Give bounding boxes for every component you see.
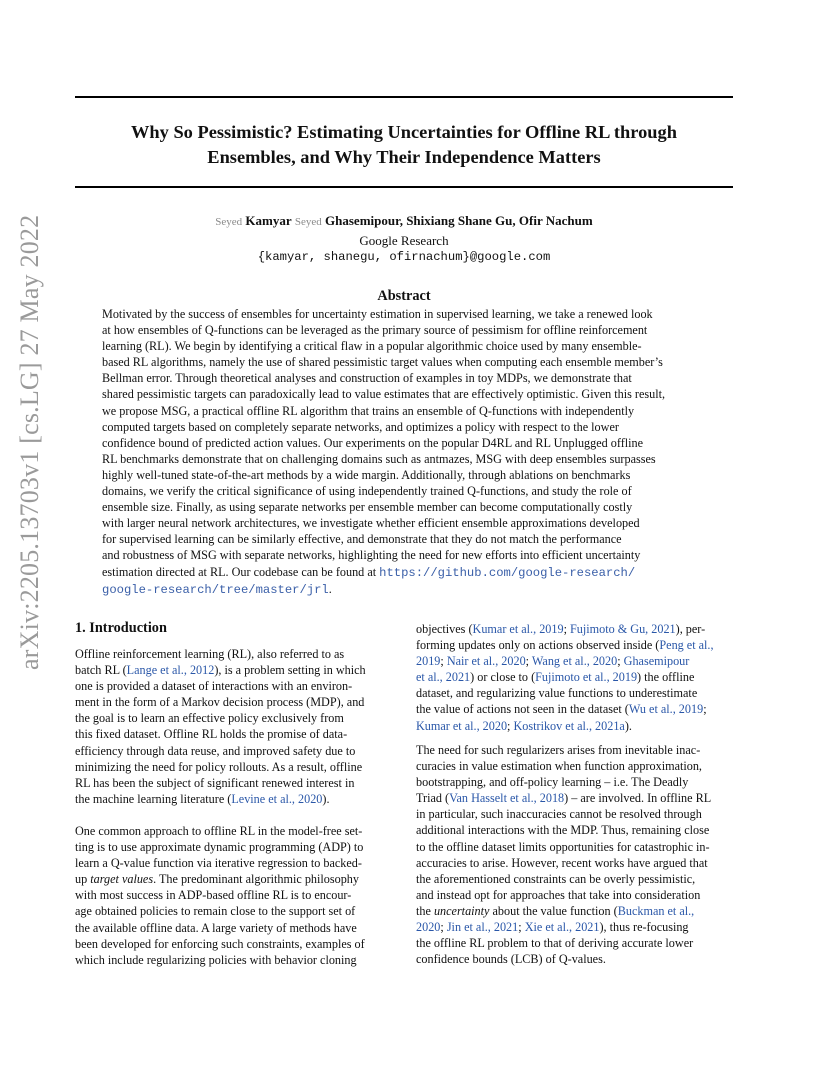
- text-line: learn a Q-value function via iterative regression to backed-: [75, 856, 362, 871]
- abstract-heading: Abstract: [377, 288, 431, 304]
- citation-link[interactable]: Wang et al., 2020: [531, 654, 618, 669]
- citation-link[interactable]: Kumar et al., 2019: [472, 622, 564, 636]
- codebase-link-continued[interactable]: google-research/tree/master/jrl: [102, 582, 329, 597]
- text-line: dataset, and regularizing value functions to underestimate: [416, 686, 698, 701]
- text-line: been developed for enforcing such constraints, examples of: [75, 936, 365, 951]
- text-line: [416, 790, 738, 806]
- text-line: [416, 919, 738, 935]
- text-run: ;: [440, 920, 447, 935]
- text-line: [416, 621, 738, 637]
- text-line: confidence bounds (LCB) of Q-values.: [416, 952, 606, 967]
- abstract-line: based RL algorithms, namely the use of shared pessimistic target values when computing each ensemble member’s: [102, 355, 663, 370]
- intro-paragraph-1: [75, 646, 395, 807]
- text-run: ), per-: [675, 622, 706, 636]
- emphasis: uncertainty: [433, 903, 490, 918]
- text-run: forming updates only on actions observed inside (: [416, 638, 660, 653]
- author-prefix: Seyed: [215, 216, 243, 228]
- abstract-body: [102, 306, 710, 598]
- text-line: which include regularizing policies with behavior cloning: [75, 952, 357, 967]
- intro-paragraph-3: [416, 742, 738, 967]
- text-line: One common approach to offline RL in the model-free set-: [75, 824, 363, 838]
- abstract-end: .: [328, 581, 332, 596]
- text-run: ), thus re-focusing: [599, 920, 689, 935]
- text-run: ) – are involved. In offline RL: [564, 791, 712, 806]
- author-name: Kamyar: [245, 213, 292, 228]
- citation-link[interactable]: Wu et al., 2019: [628, 702, 704, 717]
- text-line: [416, 653, 738, 669]
- text-line: the goal is to learn an effective policy exclusively from: [75, 711, 344, 726]
- citation-link[interactable]: Kostrikov et al., 2021a: [513, 718, 625, 733]
- abstract-line: with larger neural network architectures, we investigate whether efficient ensemble approximations developed: [102, 516, 640, 531]
- text-line: to the offline dataset limits opportunities for catastrophic in-: [416, 839, 710, 854]
- text-line: [75, 662, 395, 678]
- intro-paragraph-continued: [416, 621, 738, 734]
- citation-link[interactable]: Fujimoto et al., 2019: [535, 670, 638, 685]
- text-run: ).: [322, 791, 330, 806]
- title-line: Ensembles, and Why Their Independence Matters: [207, 147, 601, 167]
- text-run: the: [416, 903, 434, 918]
- abstract-line: [102, 564, 710, 581]
- citation-link[interactable]: Peng et al.,: [659, 638, 714, 653]
- title-line: Why So Pessimistic? Estimating Uncertainties for Offline RL through: [131, 122, 677, 142]
- text-line: the offline RL problem to that of deriving accurate lower: [416, 936, 694, 951]
- text-line: this fixed dataset. Offline RL holds the promise of data-: [75, 727, 348, 742]
- abstract-line: we propose MSG, a practical offline RL algorithm that trains an ensemble of Q-functions with independently: [102, 403, 635, 418]
- text-run: . The predominant algorithmic philosophy: [153, 872, 359, 887]
- text-line: [416, 718, 738, 734]
- text-line: in particular, such inaccuracies cannot be resolved through: [416, 807, 702, 822]
- abstract-line: RL benchmarks demonstrate that on challenging domains such as antmazes, MSG with deep ensembles surpasses: [102, 451, 656, 466]
- text-run: up: [75, 872, 91, 887]
- citation-link[interactable]: Buckman et al.,: [617, 903, 695, 918]
- text-line: [416, 701, 738, 717]
- text-run: ).: [624, 718, 632, 733]
- citation-link[interactable]: Lange et al., 2012: [126, 663, 215, 678]
- abstract-line: ensemble size. Finally, as using separate networks per ensemble member can become computationally costly: [102, 500, 633, 515]
- text-run: batch RL (: [75, 663, 127, 678]
- emphasis: target values: [90, 872, 154, 887]
- abstract-line: and robustness of MSG with separate networks, highlighting the need for new efforts into efficient uncertainty: [102, 548, 641, 563]
- abstract-line: computed targets based on completely separate networks, and optimizes a policy with respect to the lower: [102, 419, 619, 434]
- author-prefix: Seyed: [294, 216, 322, 228]
- codebase-link[interactable]: https://github.com/google-research/: [379, 565, 636, 580]
- abstract-line: confidence bound of predicted action values. Our experiments on the popular D4RL and RL Unplugged offline: [102, 435, 644, 450]
- text-run: the value of actions not seen in the dataset (: [416, 702, 629, 717]
- intro-paragraph-2: [75, 823, 395, 968]
- text-run: ) the offline: [637, 670, 695, 685]
- abstract-line: at how ensembles of Q-functions can be leveraged as the primary source of pessimism for offline reinforcement: [102, 323, 648, 338]
- text-line: minimizing the need for policy rollouts. As a result, offline: [75, 759, 363, 774]
- paper-title: [75, 120, 733, 170]
- text-line: one is provided a dataset of interactions with an environ-: [75, 679, 353, 694]
- text-run: ;: [507, 718, 514, 733]
- text-run: ;: [617, 654, 624, 669]
- text-run: ;: [440, 654, 447, 669]
- abstract-line: highly well-tuned state-of-the-art methods by a wide margin. Additionally, through ablations on benchmarks: [102, 467, 631, 482]
- abstract-line: Bellman error. Through theoretical analyses and construction of examples in toy MDPs, we demonstrate that: [102, 371, 632, 386]
- text-line: efficiency through data reuse, and improved safety due to: [75, 743, 356, 758]
- arxiv-side-label: arXiv:2205.13703v1 [cs.LG] 27 May 2022: [15, 214, 44, 670]
- emails: {kamyar, shanegu, ofirnachum}@google.com: [257, 250, 551, 264]
- text-line: RL has been the subject of significant renewed interest in: [75, 775, 355, 790]
- citation-link[interactable]: Xie et al., 2021: [524, 920, 600, 935]
- text-line: with most success in ADP-based offline RL is to encour-: [75, 888, 352, 903]
- text-line: accuracies to arise. However, recent works have argued that: [416, 855, 708, 870]
- abstract-line: learning (RL). We begin by identifying a critical flaw in a popular algorithmic choice used by many ensemble-: [102, 339, 642, 354]
- text-run: the machine learning literature (: [75, 791, 232, 806]
- text-run: ) or close to (: [470, 670, 536, 685]
- abstract-line-text: estimation directed at RL. Our codebase can be found at: [102, 564, 380, 579]
- author-block: [75, 212, 733, 267]
- author-names: [75, 212, 733, 232]
- text-run: ;: [525, 654, 532, 669]
- citation-link[interactable]: 2020: [416, 920, 441, 935]
- text-line: [75, 871, 395, 887]
- text-line: ment in the form of a Markov decision process (MDP), and: [75, 695, 365, 710]
- citation-link[interactable]: Nair et al., 2020: [446, 654, 526, 669]
- text-line: bootstrapping, and off-policy learning – i.e. The Deadly: [416, 775, 689, 790]
- text-run: Triad (: [416, 791, 450, 806]
- citation-link[interactable]: Fujimoto & Gu, 2021: [570, 622, 676, 636]
- text-line: [416, 669, 738, 685]
- abstract-line: shared pessimistic targets can paradoxically lead to value estimates that are effectively optimistic. Given this result,: [102, 387, 666, 402]
- bottom-rule: [75, 186, 733, 188]
- text-line: [416, 637, 738, 653]
- text-line: curacies in value estimation when function approximation,: [416, 759, 702, 774]
- citation-link[interactable]: Ghasemipour: [623, 654, 690, 669]
- text-line: ting is to use approximate dynamic programming (ADP) to: [75, 840, 364, 855]
- citation-link[interactable]: et al., 2021: [416, 670, 471, 685]
- citation-link[interactable]: Van Hasselt et al., 2018: [449, 791, 565, 806]
- text-line: additional interactions with the MDP. Thus, remaining close: [416, 823, 710, 838]
- text-run: ;: [563, 622, 571, 636]
- text-line: [416, 903, 738, 919]
- citation-link[interactable]: Levine et al., 2020: [231, 791, 323, 806]
- text-line: the available offline data. A large variety of methods have: [75, 920, 357, 935]
- affiliation: Google Research: [359, 232, 449, 248]
- section-heading-introduction: 1. Introduction: [75, 620, 167, 636]
- text-line: age obtained policies to remain close to the support set of: [75, 904, 356, 919]
- abstract-line: Motivated by the success of ensembles for uncertainty estimation in supervised learning, we take a renewed look: [102, 307, 653, 321]
- text-run: ;: [518, 920, 525, 935]
- author-names-rest: , Shixiang Shane Gu, Ofir Nachum: [399, 213, 593, 228]
- text-run: objectives (: [416, 622, 473, 636]
- text-line: the aforementioned constraints can be overly pessimistic,: [416, 871, 696, 886]
- abstract-line: domains, we verify the critical significance of using independently trained Q-functions, and study the role of: [102, 484, 632, 499]
- abstract-line: for supervised learning can be similarly effective, and demonstrate that they do not match the performance: [102, 532, 622, 547]
- citation-link[interactable]: Kumar et al., 2020: [416, 718, 508, 733]
- citation-link[interactable]: Jin et al., 2021: [446, 920, 519, 935]
- citation-link[interactable]: 2019: [416, 654, 441, 669]
- text-line: [75, 791, 395, 807]
- top-rule: [75, 96, 733, 98]
- text-run: ), is a problem setting in which: [214, 663, 366, 678]
- abstract-line: [102, 581, 710, 598]
- text-run: about the value function (: [489, 903, 618, 918]
- text-line: and instead opt for approaches that take into consideration: [416, 887, 701, 902]
- text-line: Offline reinforcement learning (RL), also referred to as: [75, 647, 345, 661]
- text-run: ;: [703, 702, 707, 717]
- author-name: Ghasemipour: [325, 213, 400, 228]
- text-line: The need for such regularizers arises from inevitable inac-: [416, 743, 701, 757]
